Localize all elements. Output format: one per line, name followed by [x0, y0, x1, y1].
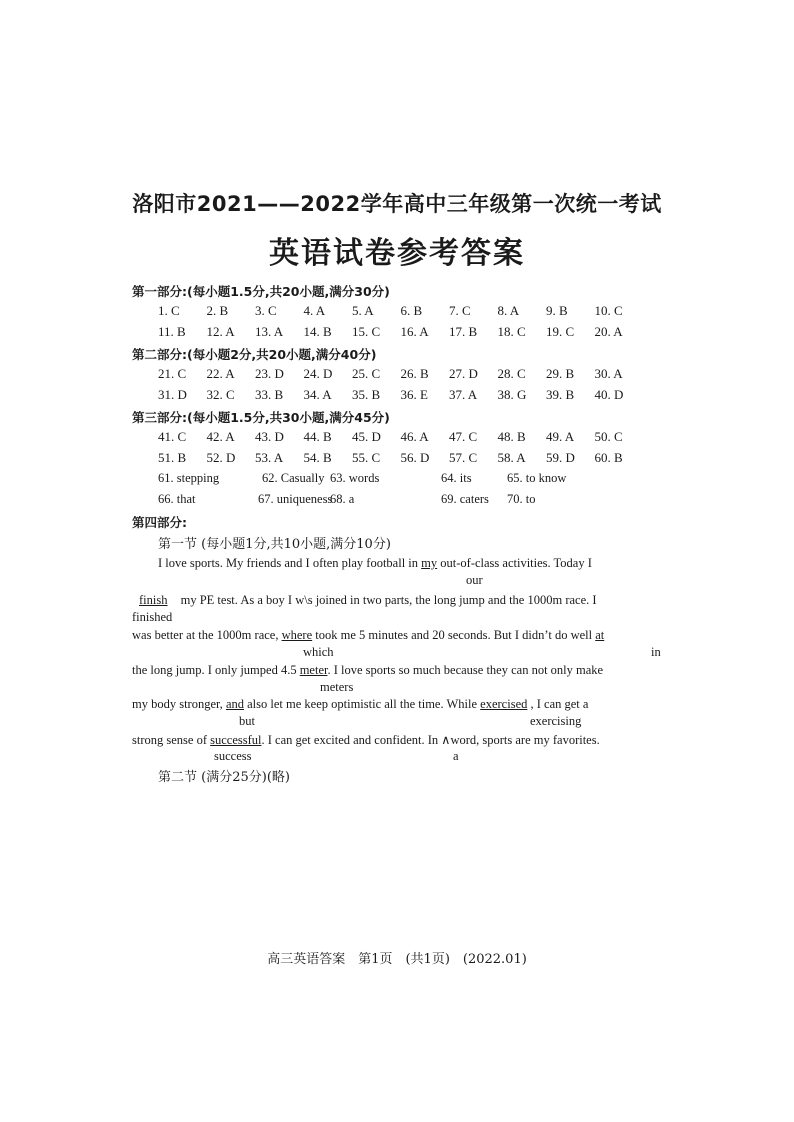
text: . I can get excited and confident. In — [261, 733, 439, 747]
answer-item: 64. its — [441, 471, 472, 485]
text: took me 5 minutes and 20 seconds. But I didn’t do well — [315, 628, 593, 642]
answer-item: 10. C — [594, 303, 623, 318]
answer-item: 7. C — [449, 303, 471, 318]
text: was better at the 1000m race, — [132, 628, 279, 642]
answer-item: 57. C — [449, 450, 478, 465]
section1-heading: 第一节 (每小题1分,共10小题,满分10分) — [158, 537, 391, 552]
answer-item: 60. B — [594, 450, 623, 465]
answer-item: 66. that — [158, 492, 196, 506]
passage-line-6 — [132, 732, 600, 748]
correction: in — [651, 645, 661, 659]
answer-item: 33. B — [255, 387, 284, 402]
answer-item: 9. B — [546, 303, 568, 318]
error-word: successful — [210, 733, 262, 747]
correction: success — [214, 749, 252, 763]
answer-item: 48. B — [497, 429, 526, 444]
page-footer: 高三英语答案 第1页 (共1页) (2022.01) — [267, 952, 527, 967]
text: my body stronger, — [132, 697, 223, 711]
answer-item: 50. C — [594, 429, 623, 444]
answer-item: 67. uniqueness — [258, 492, 333, 506]
part2-heading: 第二部分:(每小题2分,共20小题,满分40分) — [132, 347, 377, 362]
text: word, sports are my favorites. — [450, 733, 600, 747]
error-word: exercised — [480, 697, 528, 711]
answer-item: 15. C — [352, 324, 381, 339]
answer-item: 27. D — [449, 366, 478, 381]
error-word: where — [281, 628, 313, 642]
correction: but — [239, 714, 255, 728]
answer-item: 32. C — [206, 387, 235, 402]
answer-item: 45. D — [352, 429, 381, 444]
answer-item: 21. C — [158, 366, 187, 381]
passage-line-1 — [158, 556, 592, 571]
answer-item: 5. A — [352, 303, 374, 318]
answer-item: 35. B — [352, 387, 381, 402]
answer-item: 59. D — [546, 450, 575, 465]
answer-item: 20. A — [594, 324, 623, 339]
passage-line-2 — [139, 593, 597, 608]
part1-heading: 第一部分:(每小题1.5分,共20小题,满分30分) — [132, 284, 390, 299]
answer-item: 44. B — [303, 429, 332, 444]
text: out-of-class activities. Today I — [440, 556, 592, 570]
text: my PE test. As a boy I w — [180, 593, 305, 607]
answer-item: 23. D — [255, 366, 284, 381]
document-title: 英语试卷参考答案 — [269, 236, 525, 271]
answer-item: 40. D — [594, 387, 624, 402]
answer-item: 25. C — [352, 366, 381, 381]
answer-item: 61. stepping — [158, 471, 220, 485]
answer-item: 29. B — [546, 366, 575, 381]
correction: which — [303, 645, 334, 659]
answer-item: 39. B — [546, 387, 575, 402]
passage-line-3 — [132, 628, 604, 643]
answer-item: 4. A — [303, 303, 326, 318]
answer-item: 46. A — [400, 429, 429, 444]
answer-item: 12. A — [206, 324, 235, 339]
answer-item: 38. G — [497, 387, 527, 402]
error-word: meter — [299, 663, 328, 677]
answer-item: 43. D — [255, 429, 284, 444]
answer-item: 2. B — [206, 303, 229, 318]
error-word: finish — [139, 593, 168, 607]
answer-item: 70. to — [507, 492, 536, 506]
answer-item: 49. A — [546, 429, 575, 444]
correction: meters — [320, 680, 354, 694]
answer-item: 8. A — [497, 303, 520, 318]
correction: our — [466, 573, 483, 587]
answer-item: 54. B — [303, 450, 332, 465]
answer-item: 36. E — [400, 387, 428, 402]
answer-item: 65. to know — [507, 471, 567, 485]
error-word: and — [225, 697, 244, 711]
text: , I can get a — [530, 697, 589, 711]
answer-item: 19. C — [546, 324, 575, 339]
answer-item: 62. Casually — [262, 471, 325, 485]
text: . I love sports so much because they can not only make — [327, 663, 604, 677]
error-word: my — [421, 556, 438, 570]
answer-item: 56. D — [400, 450, 430, 465]
answer-item: 17. B — [449, 324, 478, 339]
answer-item: 51. B — [158, 450, 187, 465]
error-word: at — [595, 628, 605, 642]
answer-item: 1. C — [158, 303, 180, 318]
answer-item: 63. words — [330, 471, 380, 485]
text: s joined in two parts, the long jump and the 1000m race. I — [307, 593, 597, 607]
answer-item: 16. A — [400, 324, 429, 339]
insertion-mark: \ — [304, 593, 308, 607]
answer-item: 13. A — [255, 324, 284, 339]
part3-heading: 第三部分:(每小题1.5分,共30小题,满分45分) — [132, 410, 390, 425]
answer-item: 6. B — [400, 303, 423, 318]
answer-item: 22. A — [206, 366, 235, 381]
section2-heading: 第二节 (满分25分)(略) — [158, 770, 290, 785]
exam-title: 洛阳市2021——2022学年高中三年级第一次统一考试 — [132, 192, 662, 216]
answer-item: 68. a — [330, 492, 355, 506]
answer-item: 24. D — [303, 366, 333, 381]
answer-item: 58. A — [497, 450, 526, 465]
correction: finished — [132, 610, 173, 624]
insertion-mark: ∧ — [441, 733, 451, 747]
text: I love sports. My friends and I often play football in — [158, 556, 419, 570]
answer-item: 3. C — [255, 303, 277, 318]
answer-item: 31. D — [158, 387, 187, 402]
answer-item: 55. C — [352, 450, 381, 465]
answer-item: 11. B — [158, 324, 186, 339]
correction: exercising — [530, 714, 582, 728]
answer-item: 42. A — [206, 429, 235, 444]
answer-item: 53. A — [255, 450, 284, 465]
text: also let me keep optimistic all the time. While — [247, 697, 478, 711]
correction: a — [453, 749, 459, 763]
answer-item: 37. A — [449, 387, 478, 402]
text: strong sense of — [132, 733, 207, 747]
passage-line-4 — [132, 663, 603, 678]
answer-item: 34. A — [303, 387, 332, 402]
part4-heading: 第四部分: — [132, 515, 187, 530]
answer-item: 52. D — [206, 450, 236, 465]
answer-item: 18. C — [497, 324, 526, 339]
answer-item: 41. C — [158, 429, 187, 444]
answer-item: 28. C — [497, 366, 526, 381]
answer-item: 47. C — [449, 429, 478, 444]
text: the long jump. I only jumped 4.5 — [132, 663, 297, 677]
answer-item: 69. caters — [441, 492, 489, 506]
answer-item: 30. A — [594, 366, 623, 381]
passage-line-5 — [132, 697, 588, 712]
answer-item: 14. B — [303, 324, 332, 339]
answer-item: 26. B — [400, 366, 429, 381]
